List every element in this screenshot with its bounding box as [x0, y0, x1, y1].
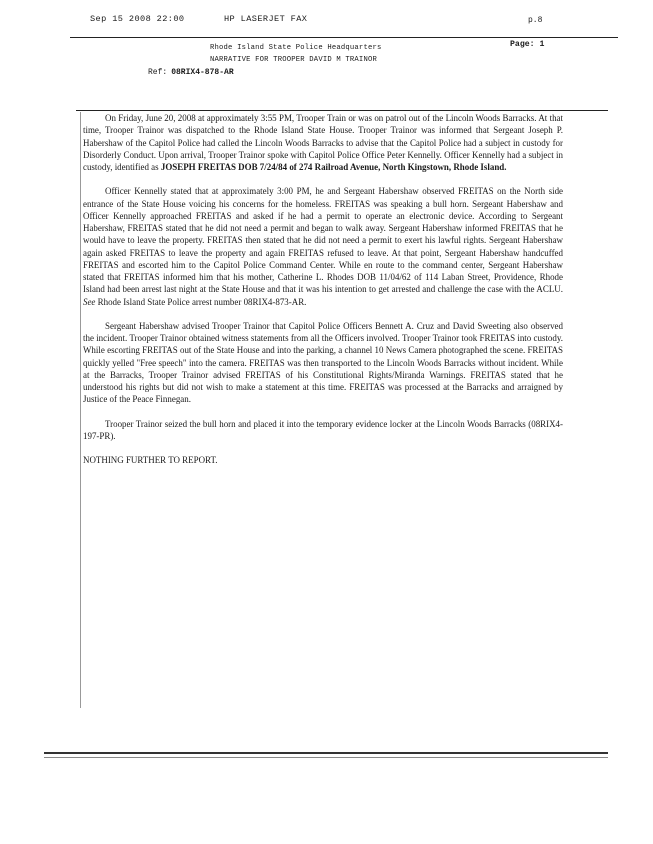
report-header — [210, 42, 382, 66]
header-divider — [76, 110, 608, 111]
paragraph-2-text: Officer Kennelly stated that at approximately 3:00 PM, he and Sergeant Habershaw observed FREITAS on the North side entrance of the State House voicing his concerns for the homeless. FREITAS was speaking a bull horn. Sergeant Habershaw and Officer Kennelly approached FREITAS and asked if he had a permit to operate an electronic device. According to Sergeant Habershaw, FREITAS stated that he did not need a permit and began to walk away. Sergeant Habershaw informed FREITAS that he would have to leave the property. FREITAS then stated that he did not need a permit to exert his lawful rights. Sergeant Habershaw again asked FREITAS to leave the property and again FREITAS refused to leave. At that point, Sergeant Habershaw handcuffed FREITAS and escorted him to the Capitol Police Command Center. While en route to the command center, Sergeant Habershaw stated that FREITAS informed him that his mother, Catherine L. Rhodes DOB 11/04/62 of 114 Laban Street, Providence, Rhode Island had been arrest last night at the State House and that it was his intention to get arrested and challenge the case with the ACLU. — [83, 186, 563, 295]
ref-number: 08RIX4-878-AR — [171, 68, 234, 77]
report-title: Rhode Island State Police Headquarters — [210, 44, 382, 52]
report-page-label: Page: 1 — [510, 40, 545, 49]
reference-line — [148, 68, 234, 77]
margin-line — [80, 112, 81, 708]
bottom-divider-shadow — [44, 757, 608, 758]
top-divider — [70, 37, 618, 38]
paragraph-2-end: Rhode Island State Police arrest number 08RIX4-873-AR. — [95, 296, 307, 307]
ref-label: Ref: — [148, 68, 168, 77]
fax-page-number: p.8 — [528, 16, 543, 25]
paragraph-4: Trooper Trainor seized the bull horn and placed it into the temporary evidence locker at the Lincoln Woods Barracks (08RIX4-197-PR). — [83, 418, 563, 441]
closing-statement: NOTHING FURTHER TO REPORT. — [83, 455, 218, 465]
paragraph-2 — [83, 185, 563, 308]
report-subtitle: NARRATIVE FOR TROOPER DAVID M TRAINOR — [210, 56, 377, 64]
narrative-body — [83, 112, 563, 478]
subject-identification: JOSEPH FREITAS DOB 7/24/84 of 274 Railroad Avenue, North Kingstown, Rhode Island. — [160, 162, 507, 172]
fax-date: Sep 15 2008 22:00 — [90, 14, 185, 24]
paragraph-1 — [83, 112, 563, 173]
see-reference: See — [83, 296, 96, 307]
paragraph-3: Sergeant Habershaw advised Trooper Trainor that Capitol Police Officers Bennett A. Cruz and David Sweeting also observed the incident. Trooper Trainor obtained witness statements from all the Officers involved. Trooper Trainor took FREITAS into custody. While escorting FREITAS out of the State House and into the parking, a channel 10 News Camera photographed the scene. FREITAS quickly yelled "Free speech" into the camera. FREITAS was then transported to the Lincoln Woods Barracks without incident. While at the Barracks, Trooper Trainor advised FREITAS of his Constitutional Rights/Miranda Warnings. FREITAS stated that he understood his rights but did not wish to make a statement at this time. FREITAS was processed at the Barracks and arraigned by Justice of the Peace Finnegan. — [83, 320, 563, 405]
bottom-divider — [44, 752, 608, 754]
paragraph-1-text: On Friday, June 20, 2008 at approximately 3:55 PM, Trooper Train or was on patrol out of the Lincoln Woods Barracks. At that time, Trooper Trainor was dispatched to the Rhode Island State House. Trooper Trainor was informed that Sergeant Joseph P. Habershaw of the Capitol Police had called the Lincoln Woods Barracks to advise that the Capitol Police had a subject in custody for Disorderly Conduct. Upon arrival, Trooper Trainor spoke with Capitol Police Office Peter Kennelly. Officer Kennelly had a subject in custody, identified as — [83, 113, 563, 172]
fax-sender: HP LASERJET FAX — [224, 14, 308, 24]
